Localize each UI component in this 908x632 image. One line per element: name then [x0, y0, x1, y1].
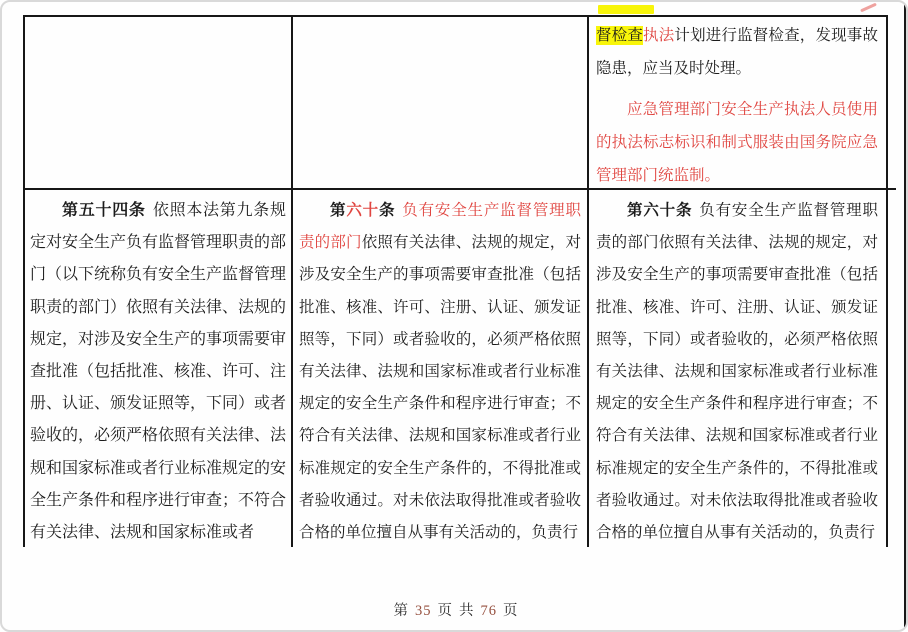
- total-pages: 76: [480, 603, 497, 619]
- page-number: 35: [415, 603, 432, 619]
- red-added-paragraph: 应急管理部门安全生产执法人员使用的执法标志标识和制式服装由国务院应急管理部门统监制。: [596, 101, 878, 184]
- grid-line-right: [886, 15, 888, 547]
- page-edge-line: [904, 2, 906, 630]
- grid-line-col1-col2: [291, 15, 293, 547]
- article-number-part: 条: [378, 202, 396, 219]
- grid-line-top: [23, 15, 888, 17]
- article-number-part: 第: [330, 202, 347, 219]
- grid-line-left: [23, 15, 25, 547]
- paragraph: [596, 19, 878, 85]
- footer-label: 页: [503, 603, 519, 619]
- page-footer: [2, 599, 908, 620]
- cell-prev-article-continuation: [596, 19, 878, 187]
- article-number: 第六十条: [627, 202, 693, 219]
- red-pen-mark: [860, 3, 877, 13]
- highlight-fragment: [598, 5, 654, 14]
- footer-label: 页: [437, 603, 453, 619]
- footer-label: 共: [459, 603, 475, 619]
- body-text: 负有安全生产监督管理职责的部门依照有关法律、法规的规定，对涉及安全生产的事项需要审查批准（包括批准、核准、许可、注册、认证、颁发证照等，下同）或者验收的，必须严格依照有关法律、法规和国家标准或者行业标准规定的安全生产条件和程序进行审查；不符合有关法律、法规和国家标准或者行业标准规定的安全生产条件的，不得批准或者验收通过。对未依法取得批准或者验收合格的单位擅自从事有关活动的，负责行: [596, 202, 878, 542]
- inserted-red-text: 执法: [643, 27, 675, 44]
- grid-line-col2-col3: [587, 15, 589, 547]
- footer-label: 第: [393, 603, 409, 619]
- cell-article-60-plain: [596, 195, 878, 547]
- article-number-red-part: 六十: [346, 202, 379, 219]
- highlighted-text: 督检查: [596, 27, 644, 44]
- article-number: 第五十四条: [62, 202, 146, 219]
- paragraph: [30, 195, 286, 547]
- revised-red-text: 责的部门: [299, 234, 362, 252]
- paragraph: [596, 195, 878, 547]
- revised-red-text: 负有安全生产监督管理职: [402, 202, 581, 219]
- grid-line-row-divider: [23, 188, 896, 190]
- body-text: 依照本法第九条规定对安全生产负有监督管理职责的部门（以下统称负有安全生产监督管理职责的部门）依照有关法律、法规的规定，对涉及安全生产的事项需要审查批准（包括批准、核准、许可、注册、认证、颁发证照等，下同）或者验收的，必须严格依照有关法律、法规和国家标准或者行业标准规定的安全生产条件和程序进行审查；不符合有关法律、法规和国家标准或者: [30, 202, 286, 542]
- cell-article-60-annotated: [299, 195, 581, 547]
- body-text: 计划进行监督检查，发现事故隐患，应当及时处理。: [596, 27, 878, 77]
- paragraph: [299, 195, 581, 547]
- cell-article-54: [30, 195, 286, 547]
- body-text: 依照有关法律、法规的规定，对涉及安全生产的事项需要审查批准（包括批准、核准、许可、注册、认证、颁发证照等，下同）或者验收的，必须严格依照有关法律、法规和国家标准或者行业标准规定的安全生产条件和程序进行审查；不符合有关法律、法规和国家标准或者行业标准规定的安全生产条件的，不得批准或者验收通过。对未依法取得批准或者验收合格的单位擅自从事有关活动的，负责行: [299, 234, 581, 542]
